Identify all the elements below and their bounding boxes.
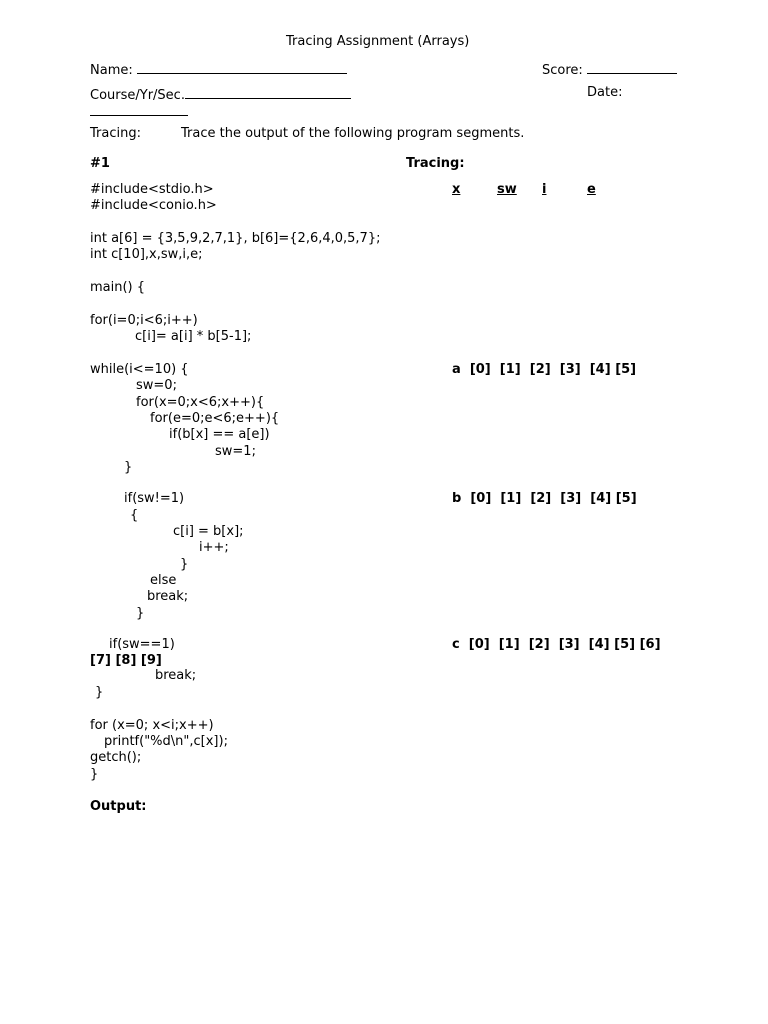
trace-var-e: e <box>587 182 596 197</box>
date-line <box>90 102 188 121</box>
code-line: getch(); <box>90 750 142 765</box>
course-label: Course/Yr/Sec. <box>90 88 185 103</box>
code-line: c[i] = b[x]; <box>173 524 244 539</box>
score-line <box>542 60 677 79</box>
name-label: Name: <box>90 63 133 78</box>
code-line: } <box>124 460 133 475</box>
problem-number: #1 <box>90 156 110 171</box>
code-line: int a[6] = {3,5,9,2,7,1}, b[6]={2,6,4,0,5,7}; <box>90 231 381 246</box>
code-line: for(i=0;i<6;i++) <box>90 313 198 328</box>
code-line: for(e=0;e<6;e++){ <box>150 411 280 426</box>
array-b-indices: b [0] [1] [2] [3] [4] [5] <box>452 491 637 506</box>
code-line: } <box>90 767 99 782</box>
tracing-instruction-label: Tracing: <box>90 126 141 141</box>
code-line: main() { <box>90 280 146 295</box>
score-label: Score: <box>542 63 583 78</box>
code-line: i++; <box>199 540 229 555</box>
code-line: sw=1; <box>215 444 256 459</box>
code-line: break; <box>155 668 197 683</box>
trace-var-i: i <box>542 182 547 197</box>
array-a-indices: a [0] [1] [2] [3] [4] [5] <box>452 362 637 377</box>
trace-var-sw: sw <box>497 182 517 197</box>
code-line: sw=0; <box>136 378 177 393</box>
code-line: for(x=0;x<6;x++){ <box>136 395 265 410</box>
page-title: Tracing Assignment (Arrays) <box>286 34 470 49</box>
array-c-indices-continued: [7] [8] [9] <box>90 653 162 668</box>
code-line: if(sw==1) <box>109 637 175 652</box>
code-line: c[i]= a[i] * b[5-1]; <box>135 329 252 344</box>
code-line: if(b[x] == a[e]) <box>169 427 270 442</box>
trace-var-x: x <box>452 182 461 197</box>
name-line <box>90 60 347 79</box>
code-line: } <box>180 557 189 572</box>
code-line: } <box>95 685 104 700</box>
array-c-indices: c [0] [1] [2] [3] [4] [5] [6] <box>452 637 661 652</box>
code-line: break; <box>147 589 189 604</box>
code-line: } <box>136 606 145 621</box>
code-line: int c[10],x,sw,i,e; <box>90 247 203 262</box>
code-line: while(i<=10) { <box>90 362 189 377</box>
date-label: Date: <box>587 85 623 100</box>
tracing-instruction: Trace the output of the following program segments. <box>181 126 525 141</box>
course-blank[interactable] <box>185 85 351 99</box>
name-blank[interactable] <box>137 60 347 74</box>
code-line: printf("%d\n",c[x]); <box>104 734 228 749</box>
code-line: if(sw!=1) <box>124 491 185 506</box>
tracing-heading: Tracing: <box>406 156 465 171</box>
code-line: { <box>130 508 139 523</box>
code-line: #include<stdio.h> <box>90 182 214 197</box>
score-blank[interactable] <box>587 60 677 74</box>
code-line: #include<conio.h> <box>90 198 217 213</box>
code-line: else <box>150 573 177 588</box>
output-label: Output: <box>90 799 147 814</box>
code-line: for (x=0; x<i;x++) <box>90 718 214 733</box>
date-blank[interactable] <box>90 102 188 116</box>
